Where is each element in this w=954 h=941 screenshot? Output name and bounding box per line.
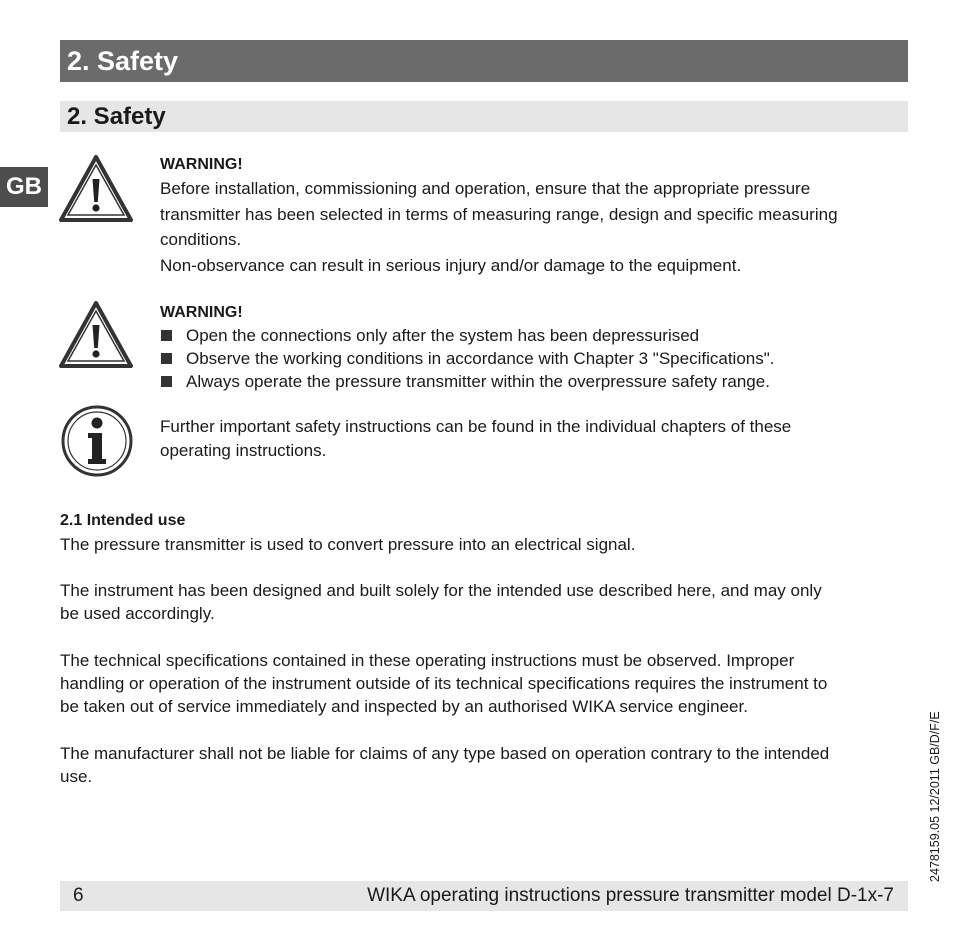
paragraph-line: The instrument has been designed and built solely for the intended use described here, and may only [60,581,822,600]
page-number: 6 [73,885,84,906]
document-code: 2478159.05 12/2011 GB/D/F/E [928,711,942,882]
paragraph-line: The technical specifications contained in these operating instructions must be observed. Improper [60,651,795,670]
warning-1-line: conditions. [160,230,242,249]
list-item: Always operate the pressure transmitter within the overpressure safety range. [160,370,908,393]
intended-use-paragraph [60,742,910,788]
chapter-title: 2. Safety [67,46,179,76]
warning-2-title: WARNING! [160,304,243,321]
section-title: 2. Safety [67,103,166,130]
paragraph-line: be taken out of service immediately and inspected by an authorised WIKA service engineer. [60,697,748,716]
warning-1-line: Before installation, commissioning and operation, ensure that the appropriate pressure [160,179,811,198]
chapter-title-bar [60,40,908,82]
intended-use-paragraph [60,579,910,625]
paragraph-line: be used accordingly. [60,604,215,623]
warning-triangle-icon [58,152,134,224]
language-tab: GB [0,167,48,207]
warning-1-text [160,176,908,278]
intended-use-paragraph [60,533,910,556]
paragraph-line: The pressure transmitter is used to convert pressure into an electrical signal. [60,535,636,554]
intended-use-paragraph [60,649,910,718]
list-item: Observe the working conditions in accordance with Chapter 3 "Specifications". [160,347,908,370]
section-title-bar [60,101,908,132]
paragraph-line: use. [60,767,93,786]
warning-2-list [160,324,908,393]
info-icon [60,404,134,478]
intended-use-heading: 2.1 Intended use [60,512,186,529]
page-footer [60,881,908,911]
warning-1-line: Non-observance can result in serious injury and/or damage to the equipment. [160,255,742,275]
warning-1-title: WARNING! [160,156,243,173]
warning-1-line: transmitter has been selected in terms of measuring range, design and specific measuring [160,204,838,224]
paragraph-line: The manufacturer shall not be liable for claims of any type based on operation contrary to the intended [60,744,830,763]
warning-triangle-icon [58,298,134,370]
paragraph-line: handling or operation of the instrument outside of its technical specifications requires the instrument to [60,674,828,693]
list-item: Open the connections only after the system has been depressurised [160,324,908,347]
info-note-line: operating instructions. [160,441,327,460]
info-note-text [160,415,908,463]
footer-text: WIKA operating instructions pressure transmitter model D-1x-7 [367,885,894,906]
info-note-line: Further important safety instructions can be found in the individual chapters of these [160,417,792,436]
